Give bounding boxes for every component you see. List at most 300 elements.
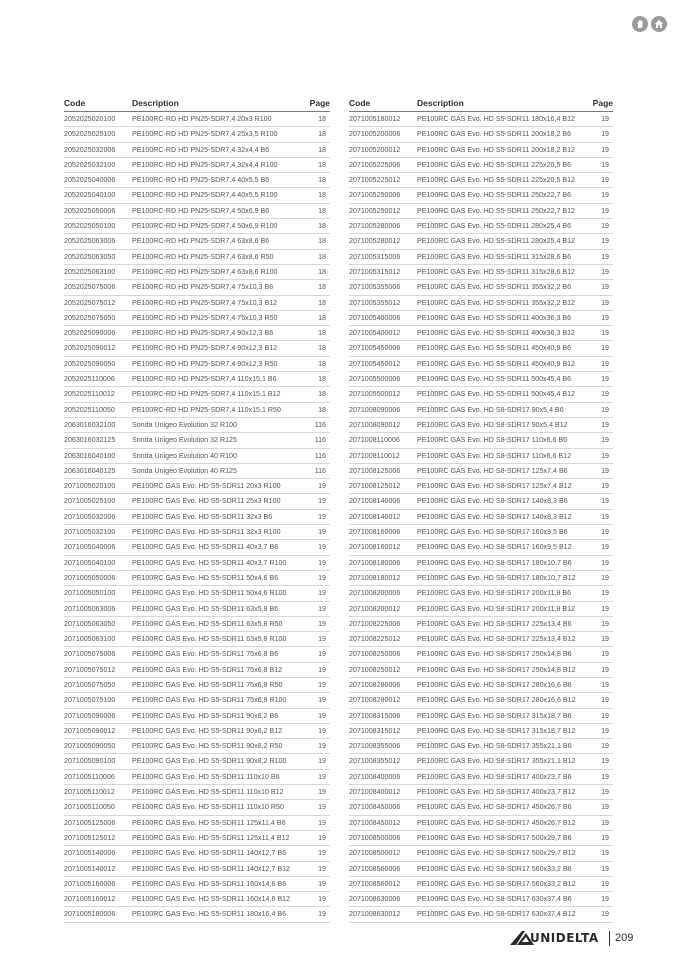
table-row — [349, 632, 613, 647]
table-row — [64, 724, 330, 739]
code-cell: 2071005450012 — [349, 359, 401, 368]
page-cell: 19 — [601, 864, 609, 873]
code-cell: 2071005110006 — [64, 772, 115, 781]
page-cell: 18 — [318, 191, 326, 200]
description-cell: PE100RC GAS Evo. HD S5-SDR11 180x16,4 B6 — [132, 910, 287, 919]
description-cell: PE100RC GAS Evo. HD S8-SDR17 630x37,4 B12 — [417, 910, 576, 919]
page-cell: 18 — [318, 359, 326, 368]
page-cell: 19 — [601, 573, 609, 582]
page-cell: 18 — [318, 283, 326, 292]
page-cell: 19 — [601, 757, 609, 766]
code-cell: 2071005090050 — [64, 742, 116, 751]
code-cell: 2071008140012 — [349, 512, 401, 521]
code-cell: 2063016032100 — [64, 420, 116, 429]
page-cell: 18 — [318, 375, 326, 384]
hand-icon[interactable] — [632, 16, 648, 32]
description-cell: PE100RC GAS Evo. HD S8-SDR17 160x9,5 B6 — [417, 528, 568, 537]
description-cell: PE100RC GAS Evo. HD S5-SDR11 315x28,6 B6 — [417, 252, 572, 261]
code-cell: 2071008400006 — [349, 772, 401, 781]
page-cell: 19 — [601, 604, 609, 613]
description-cell: Sonda Unigeo Evolution 32 R100 — [132, 420, 237, 429]
page-cell: 19 — [318, 696, 326, 705]
page-cell: 19 — [318, 803, 326, 812]
code-cell: 2071005355012 — [349, 298, 401, 307]
description-cell: PE100RC GAS Evo. HD S5-SDR11 355x32,2 B12 — [417, 298, 575, 307]
page-cell: 19 — [318, 910, 326, 919]
description-cell: PE100RC-RD HD PN25-SDR7,4 75x10,3 B12 — [132, 298, 278, 307]
description-cell: PE100RC-RD HD PN25-SDR7,4 75x10,3 B6 — [132, 283, 274, 292]
page-cell: 19 — [318, 635, 326, 644]
description-cell: PE100RC GAS Evo. HD S5-SDR11 50x4,6 R100 — [132, 589, 287, 598]
description-cell: PE100RC GAS Evo. HD S8-SDR17 225x13,4 B12 — [417, 635, 576, 644]
code-cell: 2052025040006 — [64, 176, 116, 185]
page-cell: 19 — [601, 879, 609, 888]
description-cell: PE100RC GAS Evo. HD S5-SDR11 200x18,2 B6 — [417, 130, 572, 139]
page-cell: 19 — [601, 803, 609, 812]
description-cell: PE100RC GAS Evo. HD S8-SDR17 200x11,9 B12 — [417, 604, 575, 613]
code-cell: 2052025032100 — [64, 160, 116, 169]
page-cell: 19 — [601, 115, 609, 123]
table-row — [349, 250, 613, 265]
code-cell: 2071005110012 — [64, 788, 115, 797]
page-cell: 19 — [318, 742, 326, 751]
table-row — [349, 204, 613, 219]
page-cell: 18 — [318, 206, 326, 215]
description-cell: PE100RC GAS Evo. HD S5-SDR11 280x25,4 B6 — [417, 222, 572, 231]
description-cell: PE100RC GAS Evo. HD S5-SDR11 50x4,6 B6 — [132, 573, 279, 582]
page-cell: 19 — [601, 497, 609, 506]
table-row — [64, 602, 330, 617]
code-cell: 2071008125012 — [349, 482, 401, 491]
table-row — [64, 296, 330, 311]
page-cell: 19 — [601, 833, 609, 842]
page-cell: 19 — [318, 711, 326, 720]
header-icons — [632, 16, 667, 32]
page-cell: 19 — [601, 650, 609, 659]
description-cell: PE100RC-RD HD PN25-SDR7,4 20x3 R100 — [132, 115, 272, 123]
description-cell: PE100RC-RD HD PN25-SDR7,4 63x8,6 R50 — [132, 252, 274, 261]
table-row — [64, 403, 330, 418]
description-cell: PE100RC GAS Evo. HD S5-SDR11 75x6,8 B6 — [132, 650, 279, 659]
code-cell: 2052025110006 — [64, 375, 115, 384]
code-cell: 2071005500012 — [349, 390, 401, 399]
code-cell: 2071005090100 — [64, 757, 116, 766]
home-icon[interactable] — [651, 16, 667, 32]
page-cell: 19 — [318, 558, 326, 567]
description-cell: PE100RC GAS Evo. HD S5-SDR11 225x20,5 B6 — [417, 160, 572, 169]
table-row — [64, 846, 330, 861]
description-cell: PE100RC GAS Evo. HD S5-SDR11 90x8,2 R100 — [132, 757, 287, 766]
code-cell: 2071005180006 — [64, 910, 116, 919]
code-cell: 2071005140012 — [64, 864, 116, 873]
code-cell: 2071008110012 — [349, 451, 400, 460]
table-row — [64, 877, 330, 892]
description-cell: PE100RC GAS Evo. HD S8-SDR17 400x23,7 B6 — [417, 772, 572, 781]
table-row — [349, 602, 613, 617]
description-cell: PE100RC GAS Evo. HD S5-SDR11 63x5,8 B6 — [132, 604, 279, 613]
table-row — [349, 862, 613, 877]
code-cell: 2063016032125 — [64, 436, 116, 445]
table-row — [349, 846, 613, 861]
description-cell: PE100RC GAS Evo. HD S8-SDR17 200x11,9 B6 — [417, 589, 572, 598]
description-cell: PE100RC GAS Evo. HD S5-SDR11 75x6,8 R100 — [132, 696, 287, 705]
table-row — [349, 907, 613, 922]
table-row — [349, 173, 613, 188]
description-cell: PE100RC-RD HD PN25-SDR7,4 50x6,9 R100 — [132, 222, 278, 231]
table-row — [349, 586, 613, 601]
page-cell: 19 — [318, 849, 326, 858]
description-cell: PE100RC GAS Evo. HD S8-SDR17 500x29,7 B12 — [417, 849, 576, 858]
table-row — [349, 280, 613, 295]
page-cell: 19 — [601, 543, 609, 552]
code-cell: 2071008160012 — [349, 543, 401, 552]
description-cell: PE100RC GAS Evo. HD S8-SDR17 225x13,4 B6 — [417, 619, 572, 628]
code-cell: 2052025050100 — [64, 222, 116, 231]
page-cell: 19 — [601, 451, 609, 460]
page-cell: 19 — [601, 160, 609, 169]
table-row — [64, 433, 330, 448]
table-row — [64, 617, 330, 632]
page-cell: 19 — [601, 680, 609, 689]
table-row — [349, 510, 613, 525]
code-cell: 2052025063050 — [64, 252, 116, 261]
table-row — [64, 739, 330, 754]
brand-name: UNIDELTA — [530, 931, 599, 945]
code-cell: 2071005225012 — [349, 176, 401, 185]
table-row — [349, 494, 613, 509]
table-row — [349, 387, 613, 402]
page-cell: 19 — [601, 359, 609, 368]
page-cell: 18 — [318, 176, 326, 185]
table-row — [349, 449, 613, 464]
code-cell: 2071005063050 — [64, 619, 116, 628]
table-row — [349, 877, 613, 892]
code-cell: 2052025110012 — [64, 390, 115, 399]
table-row — [64, 770, 330, 785]
description-cell: PE100RC GAS Evo. HD S5-SDR11 400x36,3 B12 — [417, 329, 575, 338]
description-cell: PE100RC GAS Evo. HD S5-SDR11 200x18,2 B12 — [417, 145, 575, 154]
table-row — [64, 188, 330, 203]
description-cell: PE100RC GAS Evo. HD S8-SDR17 180x10,7 B6 — [417, 558, 572, 567]
page-cell: 19 — [601, 252, 609, 261]
description-cell: PE100RC GAS Evo. HD S5-SDR11 125x11,4 B12 — [132, 833, 290, 842]
page-cell: 18 — [318, 390, 326, 399]
table-row — [64, 510, 330, 525]
description-cell: PE100RC GAS Evo. HD S5-SDR11 40x3,7 R100 — [132, 558, 287, 567]
code-cell: 2052025050006 — [64, 206, 116, 215]
table-row — [64, 387, 330, 402]
description-cell: PE100RC GAS Evo. HD S8-SDR17 160x9,5 B12 — [417, 543, 572, 552]
page-cell: 19 — [601, 589, 609, 598]
page-cell: 19 — [601, 466, 609, 475]
page-cell: 18 — [318, 237, 326, 246]
table-body — [64, 112, 330, 923]
description-cell: PE100RC GAS Evo. HD S5-SDR11 25x3 R100 — [132, 497, 281, 506]
table-row — [64, 907, 330, 922]
page-cell: 19 — [601, 788, 609, 797]
table-row — [64, 311, 330, 326]
code-cell: 2071008630006 — [349, 895, 401, 904]
description-cell: PE100RC GAS Evo. HD S8-SDR17 500x29,7 B6 — [417, 833, 572, 842]
code-cell: 2071005075050 — [64, 680, 116, 689]
code-cell: 2071005075006 — [64, 650, 116, 659]
table-row — [349, 418, 613, 433]
description-cell: PE100RC GAS Evo. HD S5-SDR11 40x3,7 B6 — [132, 543, 279, 552]
table-row — [64, 372, 330, 387]
code-cell: 2071008250006 — [349, 650, 401, 659]
page-cell: 19 — [601, 818, 609, 827]
code-cell: 2052025090006 — [64, 329, 116, 338]
description-cell: PE100RC GAS Evo. HD S8-SDR17 125x7,4 B6 — [417, 466, 568, 475]
table-row — [64, 586, 330, 601]
description-cell: PE100RC GAS Evo. HD S5-SDR11 140x12,7 B12 — [132, 864, 290, 873]
page-cell: 19 — [318, 833, 326, 842]
table-row — [349, 143, 613, 158]
code-cell: 2071005200006 — [349, 130, 401, 139]
description-cell: PE100RC-RD HD PN25-SDR7,4 25x3,5 R100 — [132, 130, 278, 139]
code-cell: 2071008500012 — [349, 849, 401, 858]
table-row — [64, 173, 330, 188]
table-row — [64, 341, 330, 356]
code-cell: 2071005075012 — [64, 665, 116, 674]
table-header — [64, 98, 330, 112]
table-row — [64, 816, 330, 831]
page-cell: 19 — [601, 742, 609, 751]
description-cell: PE100RC GAS Evo. HD S5-SDR11 140x12,7 B6 — [132, 849, 287, 858]
code-cell: 2071005032006 — [64, 512, 116, 521]
description-cell: Sonda Unigeo Evolution 32 R125 — [132, 436, 237, 445]
description-cell: PE100RC GAS Evo. HD S8-SDR17 560x33,2 B6 — [417, 864, 572, 873]
page-cell: 19 — [318, 772, 326, 781]
code-cell: 2071008280012 — [349, 696, 401, 705]
code-cell: 2071008110006 — [349, 436, 400, 445]
page-cell: 19 — [601, 482, 609, 491]
header-description: Description — [417, 98, 464, 108]
code-cell: 2071005280006 — [349, 222, 401, 231]
table-row — [64, 632, 330, 647]
code-cell: 2071008180012 — [349, 573, 401, 582]
description-cell: PE100RC GAS Evo. HD S5-SDR11 160x14,6 B6 — [132, 879, 287, 888]
code-cell: 2071005250006 — [349, 191, 401, 200]
code-cell: 2052025032006 — [64, 145, 116, 154]
code-cell: 2071008200012 — [349, 604, 401, 613]
table-row — [64, 158, 330, 173]
table-row — [349, 479, 613, 494]
table-row — [349, 770, 613, 785]
description-cell: PE100RC GAS Evo. HD S8-SDR17 250x14,8 B6 — [417, 650, 572, 659]
code-cell: 2071008200006 — [349, 589, 401, 598]
page-cell: 19 — [318, 726, 326, 735]
page-cell: 19 — [318, 895, 326, 904]
description-cell: PE100RC GAS Evo. HD S5-SDR11 75x6,8 B12 — [132, 665, 283, 674]
table-row — [64, 479, 330, 494]
table-row — [64, 754, 330, 769]
page-cell: 18 — [318, 298, 326, 307]
description-cell: PE100RC GAS Evo. HD S5-SDR11 20x3 R100 — [132, 482, 281, 491]
page-cell: 19 — [601, 512, 609, 521]
table-row — [349, 647, 613, 662]
code-cell: 2071005050100 — [64, 589, 116, 598]
table-row — [64, 831, 330, 846]
code-cell: 2071008140006 — [349, 497, 401, 506]
code-cell: 2052025075012 — [64, 298, 116, 307]
code-cell: 2071005090012 — [64, 726, 116, 735]
table-left — [64, 98, 330, 923]
table-row — [64, 556, 330, 571]
description-cell: PE100RC GAS Evo. HD S5-SDR11 250x22,7 B12 — [417, 206, 575, 215]
table-row — [349, 617, 613, 632]
page-cell: 19 — [601, 910, 609, 919]
code-cell: 2071005355006 — [349, 283, 401, 292]
code-cell: 2071008560006 — [349, 864, 401, 873]
code-cell: 2052025020100 — [64, 115, 116, 123]
code-cell: 2071005280012 — [349, 237, 401, 246]
table-row — [349, 678, 613, 693]
table-row — [64, 892, 330, 907]
table-row — [349, 892, 613, 907]
description-cell: PE100RC GAS Evo. HD S8-SDR17 280x16,6 B12 — [417, 696, 576, 705]
page-cell: 19 — [318, 497, 326, 506]
code-cell: 2071008450012 — [349, 818, 401, 827]
page-cell: 19 — [601, 237, 609, 246]
code-cell: 2063016040125 — [64, 466, 116, 475]
description-cell: PE100RC GAS Evo. HD S8-SDR17 250x14,8 B12 — [417, 665, 576, 674]
page-cell: 19 — [601, 191, 609, 200]
table-row — [64, 464, 330, 479]
description-cell: PE100RC GAS Evo. HD S5-SDR11 250x22,7 B6 — [417, 191, 572, 200]
description-cell: PE100RC GAS Evo. HD S8-SDR17 140x8,3 B6 — [417, 497, 568, 506]
page-number: 209 — [615, 932, 634, 944]
description-cell: PE100RC-RD HD PN25-SDR7,4 32x4,4 R100 — [132, 160, 278, 169]
table-row — [349, 693, 613, 708]
code-cell: 2071008125006 — [349, 466, 401, 475]
page-cell: 19 — [318, 650, 326, 659]
table-row — [349, 754, 613, 769]
page-cell: 18 — [318, 115, 326, 123]
table-row — [64, 785, 330, 800]
page-cell: 19 — [601, 528, 609, 537]
code-cell: 2071005250012 — [349, 206, 401, 215]
code-cell: 2071005032100 — [64, 528, 116, 537]
page-cell: 18 — [318, 313, 326, 322]
table-row — [64, 204, 330, 219]
description-cell: PE100RC GAS Evo. HD S5-SDR11 500x45,4 B12 — [417, 390, 575, 399]
description-cell: PE100RC GAS Evo. HD S8-SDR17 560x33,2 B12 — [417, 879, 576, 888]
page-cell: 116 — [314, 436, 326, 445]
page-cell: 19 — [318, 604, 326, 613]
code-cell: 2052025063006 — [64, 237, 116, 246]
table-row — [349, 112, 613, 127]
description-cell: PE100RC GAS Evo. HD S8-SDR17 140x8,3 B12 — [417, 512, 572, 521]
code-cell: 2071005400006 — [349, 313, 401, 322]
table-row — [349, 433, 613, 448]
page-cell: 18 — [318, 344, 326, 353]
table-row — [349, 127, 613, 142]
description-cell: PE100RC-RD HD PN25-SDR7,4 110x15,1 B6 — [132, 375, 277, 384]
page-cell: 116 — [314, 451, 326, 460]
table-row — [64, 234, 330, 249]
description-cell: PE100RC GAS Evo. HD S8-SDR17 125x7,4 B12 — [417, 482, 572, 491]
description-cell: PE100RC GAS Evo. HD S8-SDR17 90x5,4 B12 — [417, 420, 568, 429]
table-row — [64, 862, 330, 877]
code-cell: 2052025025100 — [64, 130, 116, 139]
code-cell: 2071005180012 — [349, 115, 401, 123]
page-cell: 19 — [601, 145, 609, 154]
code-cell: 2071008180006 — [349, 558, 401, 567]
page-cell: 19 — [318, 757, 326, 766]
table-row — [349, 219, 613, 234]
page-cell: 19 — [318, 619, 326, 628]
code-cell: 2052025040100 — [64, 191, 116, 200]
page-cell: 19 — [601, 390, 609, 399]
code-cell: 2071005125006 — [64, 818, 116, 827]
description-cell: PE100RC GAS Evo. HD S8-SDR17 450x26,7 B12 — [417, 818, 576, 827]
table-row — [64, 540, 330, 555]
code-cell: 2071005315012 — [349, 267, 401, 276]
table-right — [349, 98, 613, 923]
table-row — [64, 280, 330, 295]
page-cell: 19 — [601, 696, 609, 705]
code-cell: 2052025075006 — [64, 283, 116, 292]
description-cell: PE100RC GAS Evo. HD S8-SDR17 180x10,7 B12 — [417, 573, 576, 582]
code-cell: 2071005020100 — [64, 482, 116, 491]
code-cell: 2071008355012 — [349, 757, 401, 766]
page-cell: 19 — [318, 528, 326, 537]
code-cell: 2071005200012 — [349, 145, 401, 154]
code-cell: 2071008090006 — [349, 405, 401, 414]
page-cell: 18 — [318, 329, 326, 338]
page-cell: 18 — [318, 222, 326, 231]
description-cell: PE100RC-RD HD PN25-SDR7,4 50x6,9 B6 — [132, 206, 270, 215]
description-cell: PE100RC GAS Evo. HD S5-SDR11 450x40,9 B6 — [417, 344, 572, 353]
description-cell: PE100RC GAS Evo. HD S5-SDR11 63x5,8 R50 — [132, 619, 283, 628]
page-cell: 19 — [601, 267, 609, 276]
page-cell: 19 — [601, 283, 609, 292]
description-cell: PE100RC-RD HD PN25-SDR7,4 75x10,3 R50 — [132, 313, 278, 322]
code-cell: 2071008225012 — [349, 635, 401, 644]
code-cell: 2071005110050 — [64, 803, 115, 812]
table-row — [349, 403, 613, 418]
page-cell: 19 — [601, 849, 609, 858]
description-cell: PE100RC GAS Evo. HD S8-SDR17 280x16,6 B6 — [417, 680, 572, 689]
header-page: Page — [309, 98, 330, 108]
code-cell: 2071005225006 — [349, 160, 401, 169]
table-row — [349, 158, 613, 173]
code-cell: 2071008355006 — [349, 742, 401, 751]
table-row — [349, 709, 613, 724]
description-cell: PE100RC GAS Evo. HD S5-SDR11 180x16,4 B12 — [417, 115, 575, 123]
code-cell: 2071008315012 — [349, 726, 401, 735]
code-cell: 2071005050006 — [64, 573, 116, 582]
table-row — [64, 265, 330, 280]
table-row — [64, 525, 330, 540]
page-cell: 19 — [318, 788, 326, 797]
page-cell: 19 — [601, 711, 609, 720]
page-cell: 19 — [601, 895, 609, 904]
description-cell: PE100RC GAS Evo. HD S5-SDR11 110x10 R50 — [132, 803, 284, 812]
header-description: Description — [132, 98, 179, 108]
code-cell: 2071005063100 — [64, 635, 116, 644]
table-row — [349, 296, 613, 311]
table-row — [64, 127, 330, 142]
code-cell: 2071005450006 — [349, 344, 401, 353]
page-cell: 19 — [318, 589, 326, 598]
description-cell: PE100RC GAS Evo. HD S5-SDR11 315x28,6 B12 — [417, 267, 575, 276]
description-cell: Sonda Unigeo Evolution 40 R125 — [132, 466, 237, 475]
description-cell: PE100RC GAS Evo. HD S8-SDR17 90x5,4 B6 — [417, 405, 564, 414]
table-row — [64, 357, 330, 372]
code-cell: 2071008280006 — [349, 680, 401, 689]
